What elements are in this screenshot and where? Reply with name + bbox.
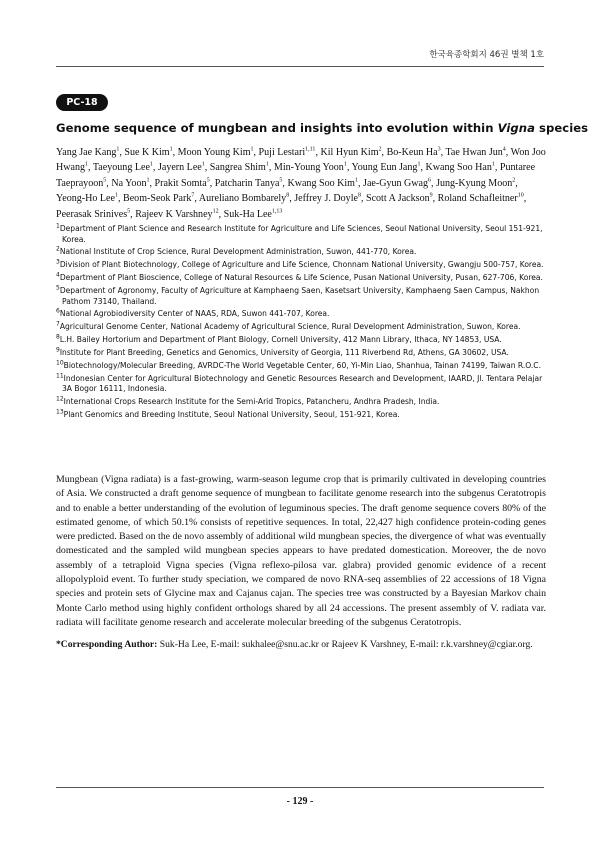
affiliation-text: National Institute of Crop Science, Rural Development Administration, Suwon, 441-770, Korea.	[59, 247, 417, 257]
affiliation-number: 7	[56, 320, 60, 328]
author-entry	[158, 162, 205, 173]
affiliation-item	[56, 348, 546, 359]
title-text-start: Genome sequence of mungbean and insights into evolution within	[56, 121, 498, 135]
author-name: Rajeev K Varshney	[135, 208, 213, 220]
author-affiliation-marker: 1	[265, 162, 269, 169]
author-name: Taeyoung Lee	[92, 162, 150, 174]
author-affiliation-marker: 1,13	[271, 208, 283, 215]
author-name: Yang Jae Kang	[56, 147, 117, 158]
corresponding-author	[56, 638, 546, 651]
author-name: Sangrea Shim	[209, 162, 266, 174]
author-affiliation-marker: 5	[206, 177, 210, 184]
affiliation-item	[56, 273, 546, 284]
affiliation-number: 4	[56, 271, 60, 279]
author-entry	[363, 178, 431, 189]
author-name: Young Eun Jang	[351, 162, 418, 174]
affiliation-text: National Agrobiodiversity Center of NAAS, RDA, Suwon 441-707, Korea.	[59, 309, 330, 319]
affiliation-item	[56, 361, 546, 372]
author-entry	[56, 147, 119, 158]
affiliation-text: Biotechnology/Molecular Breeding, AVRDC-The World Vegetable Center, 60, Yi-Min Liao, Shanhua, Tainan 74199, Taiwan R.O.C.	[63, 361, 541, 371]
author-name: Beom-Seok Park	[123, 193, 192, 205]
affiliation-item	[56, 397, 546, 408]
author-name: Prakit Somta	[154, 177, 207, 189]
title-text-end: species	[534, 121, 589, 135]
author-name: Yeong-Ho Lee	[56, 193, 115, 205]
abstract-text: Mungbean (Vigna radiata) is a fast-growing, warm-season legume crop that is primarily cultivated in developing countries of Asia. We constructed a draft genome sequence of mungbean to facilitate genome research into the subgenus Ceratotropis and to enable a better understanding of the evolution of leguminous species. The draft genome sequence covers 80% of the estimated genome, of which 50.1% consists of repetitive sequences. In total, 22,427 high confidence protein-coding genes were predicted. Based on the de novo assembly of additional wild mungbean species, the divergence of what was eventually domesticated and the sampled wild mungbean species appears to have predated domestication. Moreover, the de novo assembly of a tetraploid Vigna species (Vigna reflexo-pilosa var. glabra) provided genomic evidence of a recent allopolyploid event. To further study speciation, we compared de novo RNA-seq assemblies of 22 accessions of 18 Vigna species and protein sets of Glycine max and Cajanus cajan. The species tree was constructed by a Bayesian Markov chain Monte Carlo method using highly confident orthologs shared by all 24 accessions. The present assembly of V. radiata var. radiata will facilitate genome research and accelerate molecular breeding of the subgenus Ceratotropis.	[56, 474, 546, 628]
author-entry	[56, 193, 118, 204]
author-name: Puji Lestari	[258, 147, 306, 158]
author-name: Kil Hyun Kim	[320, 147, 379, 158]
author-name: Aureliano Bombarely	[198, 193, 287, 205]
affiliation-number: 8	[56, 333, 60, 341]
author-entry	[287, 178, 358, 189]
affiliation-number: 3	[56, 258, 60, 266]
author-name: Kwang Soo Han	[425, 162, 492, 174]
author-affiliation-marker: 1	[85, 162, 89, 169]
author-affiliation-marker: 1	[149, 162, 153, 169]
affiliation-item	[56, 410, 546, 421]
author-entry	[123, 193, 194, 204]
affiliation-text: International Crops Research Institute for the Semi-Arid Tropics, Patancheru, Andhra Pradesh, India.	[63, 397, 440, 407]
affiliation-number: 13	[56, 408, 64, 416]
poster-code-badge: PC-18	[56, 94, 108, 111]
author-entry	[224, 209, 283, 220]
affiliation-text: Plant Genomics and Breeding Institute, Seoul National University, Seoul, 151-921, Korea.	[63, 410, 400, 420]
author-name: Won Joo Hwang	[56, 147, 546, 174]
affiliation-number: 12	[56, 395, 64, 403]
affiliation-text: Department of Plant Science and Research Institute for Agriculture and Life Sciences, Seoul National University, Seoul 151-921, Korea.	[59, 224, 543, 244]
author-affiliation-marker: 10	[517, 192, 524, 199]
author-entry	[259, 147, 316, 158]
author-name: Jeffrey J. Doyle	[294, 193, 358, 205]
author-affiliation-marker: 1	[355, 177, 358, 184]
author-name: Patcharin Tanya	[214, 177, 280, 189]
affiliation-text: Agricultural Genome Center, National Academy of Agricultural Science, Rural Development Administration, Suwon, Korea.	[59, 322, 521, 332]
author-entry	[438, 193, 524, 204]
author-affiliation-marker: 4	[502, 146, 506, 153]
author-name: Jae-Gyun Gwag	[363, 177, 429, 189]
page-number: - 129 -	[286, 796, 314, 807]
author-name: Moon Young Kim	[177, 147, 251, 158]
author-list: Yang Jae Kang$^1$, Sue K Kim$^1$, Moon Young Kim$^1$, Puji Lestari$^{1,11}$, Kil Hyun Kim$^2$, Bo-Keun Ha$^3$, Tae Hwan Jun$^4$, Won Joo Hwang$^1$, Taeyoung Lee$^1$, Jayern Lee$^1$, Sangrea Shim$^1$, Min-Young Yoon$^1$, Young Eun Jang$^1$, Kwang Soo Han$^1$, Puntaree Taeprayoon$^5$, Na Yoon$^1$, Prakit Somta$^5$, Patcharin Tanya$^5$, Kwang Soo Kim$^1$, Jae-Gyun Gwag$^6$, Jung-Kyung Moon$^2$, Yeong-Ho Lee$^1$, Beom-Seok Park$^7$, Aureliano Bombarely$^8$, Jeffrey J. Doyle$^8$, Scott A Jackson$^9$, Roland Schafleitner$^{10}$, Peerasak Srinives$^5$, Rajeev K Varshney$^{12}$, Suk-Ha Lee$^{1,13}$	[56, 146, 546, 220]
journal-header: 한국육종학회지 46권 별책 1호	[429, 50, 544, 60]
affiliation-text: Division of Plant Biotechnology, College of Agriculture and Life Science, Chonnam National University, Gwangju 500-757, Korea.	[59, 260, 544, 270]
author-affiliation-marker: 1	[116, 146, 120, 153]
author-affiliation-marker: 2	[378, 146, 382, 153]
author-entry	[445, 147, 505, 158]
author-affiliation-marker: 1	[169, 146, 173, 153]
author-entry	[387, 147, 441, 158]
author-name: Jung-Kyung Moon	[436, 177, 513, 189]
author-entry	[178, 147, 254, 158]
author-entry	[274, 162, 347, 173]
corresponding-label: *Corresponding Author:	[56, 639, 158, 650]
author-affiliation-marker: 1	[491, 162, 495, 169]
author-affiliation-marker: 5	[127, 208, 131, 215]
affiliation-number: 5	[56, 284, 60, 292]
footer-divider	[56, 787, 544, 788]
author-entry	[366, 193, 433, 204]
author-affiliation-marker: 12	[212, 208, 219, 215]
author-affiliation-marker: 3	[437, 146, 441, 153]
affiliation-number: 6	[56, 307, 60, 315]
author-affiliation-marker: 1	[114, 192, 118, 199]
author-entry	[124, 147, 172, 158]
author-entry	[351, 162, 420, 173]
author-affiliation-marker: 8	[286, 192, 290, 199]
author-entry	[155, 178, 210, 189]
author-name: Peerasak Srinives	[56, 208, 128, 220]
author-affiliation-marker: 6	[428, 177, 432, 184]
author-affiliation-marker: 7	[191, 192, 195, 199]
author-name: Kwang Soo Kim	[287, 177, 355, 189]
corresponding-contact: Suk-Ha Lee, E-mail: sukhalee@snu.ac.kr or Rajeev K Varshney, E-mail: r.k.varshney@cgiar.org.	[157, 639, 533, 650]
author-affiliation-marker: 2	[512, 177, 516, 184]
author-entry	[135, 209, 218, 220]
author-name: Roland Schafleitner	[437, 193, 518, 205]
author-entry	[436, 178, 515, 189]
affiliation-item	[56, 286, 546, 307]
author-entry	[56, 209, 130, 220]
affiliation-text: Department of Plant Bioscience, College of Natural Resources & Life Science, Pusan National University, Pusan, 627-706, Korea.	[59, 273, 543, 283]
title-genus: Vigna	[497, 121, 535, 135]
author-affiliation-marker: 8	[357, 192, 361, 199]
author-entry	[425, 162, 494, 173]
author-affiliation-marker: 1	[201, 162, 205, 169]
affiliation-item	[56, 260, 546, 271]
author-entry	[320, 147, 381, 158]
author-affiliation-marker: 9	[429, 192, 433, 199]
author-affiliation-marker: 1,11	[305, 146, 316, 153]
author-entry	[215, 178, 283, 189]
author-name: Na Yoon	[111, 177, 147, 189]
author-affiliation-marker: 1	[343, 162, 347, 169]
affiliation-text: Institute for Plant Breeding, Genetics and Genomics, University of Georgia, 111 Riverbend Rd, Athens, GA 30602, USA.	[59, 348, 509, 358]
paper-title	[56, 121, 589, 135]
author-name: Sue K Kim	[124, 147, 170, 158]
author-name: Jayern Lee	[157, 162, 202, 174]
author-name: Min-Young Yoon	[273, 162, 344, 174]
affiliation-number: 11	[56, 372, 64, 380]
affiliation-item	[56, 335, 546, 346]
affiliation-text: Department of Agronomy, Faculty of Agriculture at Kamphaeng Saen, Kasetsart University, Kamphaeng Saen Campus, Nakhon Pathom 73140, Thailand.	[59, 286, 540, 306]
author-name: Tae Hwan Jun	[445, 147, 503, 158]
author-affiliation-marker: 5	[279, 177, 283, 184]
header-divider	[56, 66, 544, 67]
author-affiliation-marker: 1	[250, 146, 254, 153]
author-name: Scott A Jackson	[365, 193, 430, 205]
author-affiliation-marker: 1	[146, 177, 150, 184]
author-entry	[93, 162, 153, 173]
affiliation-text: Indonesian Center for Agricultural Biotechnology and Genetic Resources Research and Development, IAARD, Jl. Tentara Pelajar 3A Bogor 16111, Indonesia.	[62, 373, 543, 394]
affiliation-list	[56, 224, 546, 423]
author-name: Puntaree Taeprayoon	[56, 162, 536, 189]
affiliation-item	[56, 374, 546, 395]
affiliation-item	[56, 309, 546, 320]
author-entry	[210, 162, 269, 173]
affiliation-number: 9	[56, 346, 60, 354]
author-affiliation-marker: 1	[417, 162, 421, 169]
affiliation-text: L.H. Bailey Hortorium and Department of Plant Biology, Cornell University, 412 Mann Library, Ithaca, NY 14853, USA.	[59, 335, 502, 345]
affiliation-item	[56, 247, 546, 258]
affiliation-number: 1	[56, 222, 60, 230]
affiliation-item	[56, 224, 546, 245]
affiliation-number: 2	[56, 245, 60, 253]
affiliation-number: 10	[56, 359, 64, 367]
author-affiliation-marker: 5	[103, 177, 107, 184]
affiliation-item	[56, 322, 546, 333]
author-entry	[199, 193, 289, 204]
author-entry	[111, 178, 149, 189]
author-entry	[294, 193, 361, 204]
author-name: Bo-Keun Ha	[386, 147, 438, 158]
author-name: Suk-Ha Lee	[223, 208, 272, 220]
